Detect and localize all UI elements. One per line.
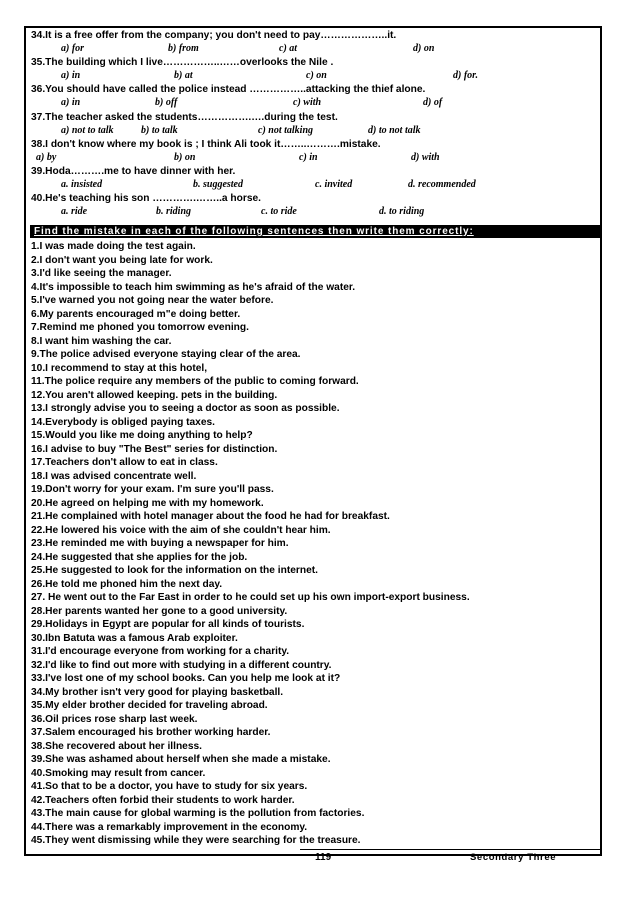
mistake-sentence: 14.Everybody is obliged paying taxes. — [31, 416, 216, 428]
mistake-sentence: 28.Her parents wanted her gone to a good university. — [31, 605, 288, 617]
answer-option: b) to talk — [141, 125, 178, 136]
mistake-sentence: 35.My elder brother decided for traveling abroad. — [31, 700, 268, 711]
answer-options — [31, 125, 591, 137]
question-stem: 38.I don't know where my book is ; I think Ali took it……..……….mistake. — [31, 139, 381, 150]
mistake-sentence: 29.Holidays in Egypt are popular for all kinds of tourists. — [31, 619, 305, 630]
mistake-sentence: 13.I strongly advise you to seeing a doctor as soon as possible. — [31, 403, 340, 414]
footer-rule — [300, 849, 600, 850]
answer-option: b. suggested — [193, 179, 243, 190]
mistake-sentence: 32.I'd like to find out more with studying in a different country. — [31, 659, 332, 671]
answer-option: c. invited — [315, 179, 353, 190]
mistake-sentence: 1.I was made doing the test again. — [31, 241, 196, 252]
section-heading — [30, 225, 602, 238]
mistake-sentence: 38.She recovered about her illness. — [31, 740, 202, 752]
answer-options — [31, 97, 591, 109]
answer-option: b. riding — [156, 206, 192, 217]
mistake-sentence-list — [31, 240, 596, 848]
question-stem: 35.The building which I live……………..……overlooks the Nile . — [31, 57, 334, 68]
question-stem: 39.Hoda……….me to have dinner with her. — [31, 166, 236, 177]
answer-option: c) not talking — [258, 125, 314, 136]
answer-option: b) on — [174, 152, 196, 163]
answer-option: a. insisted — [61, 179, 103, 190]
answer-option: c) on — [306, 70, 327, 81]
mistake-sentence: 19.Don't worry for your exam. I'm sure you'll pass. — [31, 484, 274, 495]
mistake-sentence: 16.I advise to buy "The Best" series for distinction. — [31, 443, 278, 455]
mistake-sentence: 8.I want him washing the car. — [31, 335, 172, 347]
answer-option: a) for — [61, 43, 85, 54]
answer-options — [31, 43, 591, 55]
answer-options — [31, 206, 591, 218]
mistake-sentence: 33.I've lost one of my school books. Can you help me look at it? — [31, 673, 341, 684]
mistake-sentence: 31.I'd encourage everyone from working for a charity. — [31, 646, 290, 657]
mistake-sentence: 7.Remind me phoned you tomorrow evening. — [31, 322, 249, 333]
answer-option: b) from — [168, 43, 199, 54]
mistake-sentence: 20.He agreed on helping me with my homework. — [31, 497, 264, 509]
mistake-sentence: 23.He reminded me with buying a newspaper for him. — [31, 538, 289, 549]
answer-options — [31, 70, 591, 82]
answer-option: d) for. — [453, 70, 478, 81]
mistake-sentence: 26.He told me phoned him the next day. — [31, 578, 223, 590]
page-number: 119 — [315, 852, 332, 863]
answer-options — [31, 179, 591, 191]
mistake-sentence: 42.Teachers often forbid their students to work harder. — [31, 794, 295, 806]
answer-option: d. to riding — [379, 206, 425, 217]
answer-option: d) on — [413, 43, 435, 54]
mistake-sentence: 18.I was advised concentrate well. — [31, 470, 197, 482]
mistake-sentence: 25.He suggested to look for the information on the internet. — [31, 565, 318, 576]
question-stem: 34.It is a free offer from the company; you don't need to pay………………..it. — [31, 30, 397, 41]
mistake-sentence: 11.The police require any members of the public to coming forward. — [31, 376, 359, 387]
section-heading-text: Find the mistake in each of the following sentences then write them correctly: — [34, 226, 474, 237]
mistake-sentence: 34.My brother isn't very good for playing basketball. — [31, 686, 284, 698]
mistake-sentence: 5.I've warned you not going near the water before. — [31, 295, 274, 306]
mistake-sentence: 39.She was ashamed about herself when she made a mistake. — [31, 754, 331, 765]
mistake-sentence: 6.My parents encouraged m"e doing better. — [31, 308, 241, 320]
mistake-sentence: 36.Oil prices rose sharp last week. — [31, 713, 198, 725]
answer-option: d) with — [411, 152, 440, 163]
answer-option: a. ride — [61, 206, 88, 217]
mistake-sentence: 41.So that to be a doctor, you have to study for six years. — [31, 781, 308, 792]
question-stem: 40.He's teaching his son ………….……..a horse. — [31, 193, 261, 204]
mistake-sentence: 15.Would you like me doing anything to help? — [31, 430, 253, 441]
mistake-sentence: 22.He lowered his voice with the aim of she couldn't hear him. — [31, 524, 331, 536]
answer-option: d) to not talk — [368, 125, 421, 136]
answer-option: d. recommended — [408, 179, 476, 190]
mistake-sentence: 43.The main cause for global warming is the pollution from factories. — [31, 808, 365, 819]
grade-level: Secondary Three — [470, 852, 557, 863]
answer-option: d) of — [423, 97, 443, 108]
mistake-sentence: 40.Smoking may result from cancer. — [31, 767, 206, 779]
mistake-sentence: 17.Teachers don't allow to eat in class. — [31, 457, 218, 468]
mistake-sentence: 4.It's impossible to teach him swimming as he's afraid of the water. — [31, 281, 356, 293]
answer-option: a) in — [61, 70, 81, 81]
answer-option: b) at — [174, 70, 193, 81]
mistake-sentence: 37.Salem encouraged his brother working harder. — [31, 727, 271, 738]
answer-option: a) by — [36, 152, 57, 163]
mistake-sentence: 10.I recommend to stay at this hotel, — [31, 362, 208, 374]
answer-option: a) not to talk — [61, 125, 114, 136]
question-stem: 36.You should have called the police instead ……………..attacking the thief alone. — [31, 84, 426, 95]
mistake-sentence: 2.I don't want you being late for work. — [31, 254, 213, 266]
mistake-sentence: 30.Ibn Batuta was a famous Arab exploiter. — [31, 632, 238, 644]
mistake-sentence: 3.I'd like seeing the manager. — [31, 268, 172, 279]
mistake-sentence: 24.He suggested that she applies for the job. — [31, 551, 248, 563]
mistake-sentence: 45.They went dismissing while they were searching for the treasure. — [31, 835, 361, 846]
mistake-sentence: 27. He went out to the Far East in order to he could set up his own import-export business. — [31, 592, 470, 603]
mistake-sentence: 21.He complained with hotel manager about the food he had for breakfast. — [31, 511, 390, 522]
answer-option: c) with — [293, 97, 322, 108]
answer-option: c. to ride — [261, 206, 297, 217]
mistake-sentence: 12.You aren't allowed keeping. pets in the building. — [31, 389, 278, 401]
mistake-sentence: 44.There was a remarkably improvement in the economy. — [31, 821, 308, 833]
mistake-sentence: 9.The police advised everyone staying clear of the area. — [31, 349, 301, 360]
answer-option: c) in — [299, 152, 318, 163]
answer-options — [31, 152, 591, 164]
answer-option: b) off — [155, 97, 178, 108]
answer-option: a) in — [61, 97, 81, 108]
question-stem: 37.The teacher asked the students…………….….during the test. — [31, 112, 338, 123]
answer-option: c) at — [279, 43, 298, 54]
